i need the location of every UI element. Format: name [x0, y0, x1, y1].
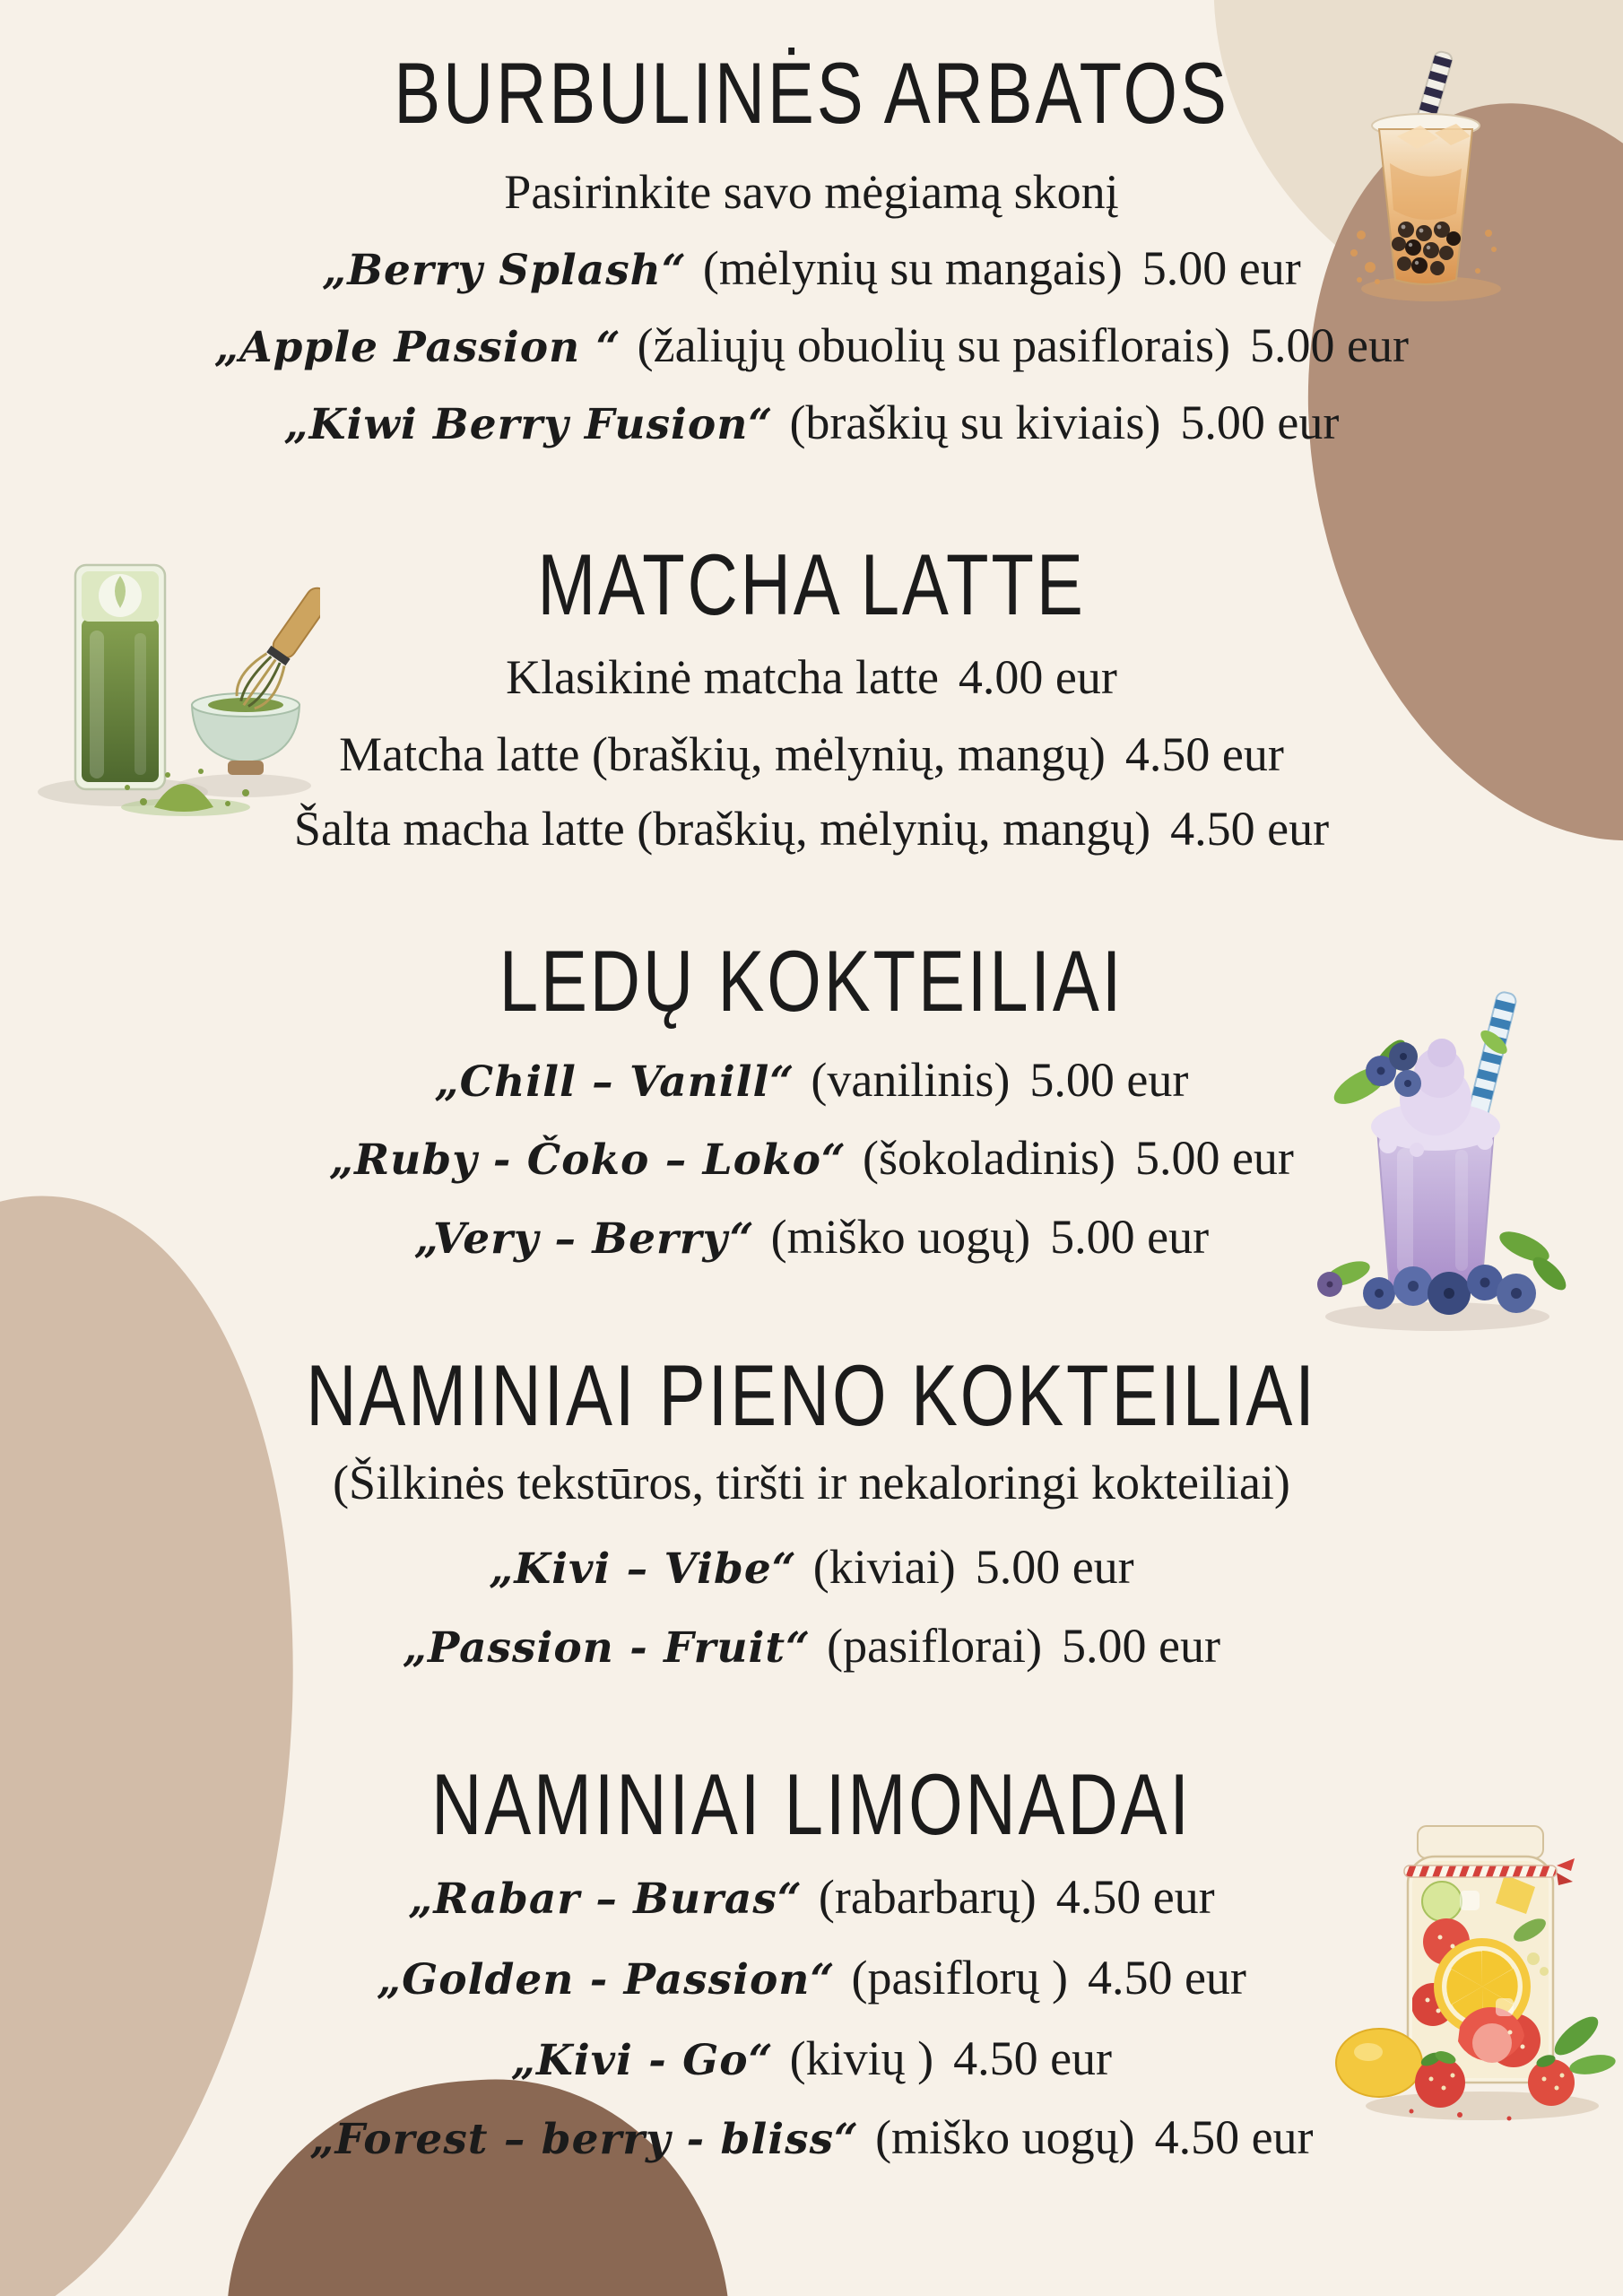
item-name: „Golden - Passion“ — [377, 1955, 836, 2005]
item-desc: (mėlynių su mangais) — [702, 241, 1123, 295]
menu-item-line — [0, 1130, 1623, 1186]
menu-item-line — [0, 240, 1623, 296]
item-desc: (pasiflorai) — [827, 1619, 1043, 1673]
item-name: „Kivi – Vibe“ — [489, 1544, 797, 1594]
item-price: 5.00 eur — [1029, 1053, 1189, 1107]
item-desc: (žaliųjų obuolių su pasiflorais) — [637, 318, 1230, 372]
menu-item-line — [0, 801, 1623, 857]
item-desc: (miško uogų) — [875, 2110, 1135, 2164]
item-price: 5.00 eur — [1050, 1210, 1210, 1264]
menu-item-line — [0, 1618, 1623, 1674]
section-title: MATCHA LATTE — [537, 536, 1086, 634]
item-price: 5.00 eur — [1134, 1131, 1294, 1185]
section-subtitle: (Šilkinės tekstūros, tiršti ir nekaloringi kokteiliai) — [333, 1456, 1290, 1509]
item-price: 5.00 eur — [975, 1540, 1134, 1594]
menu-item-line — [0, 726, 1623, 782]
menu-item-line — [0, 2109, 1623, 2165]
section-title: BURBULINĖS ARBATOS — [394, 45, 1229, 143]
item-price: 5.00 eur — [1180, 396, 1340, 449]
item-price: 4.00 eur — [958, 650, 1117, 704]
menu-item-line — [0, 1950, 1623, 2005]
item-price: 4.50 eur — [1170, 802, 1330, 856]
menu-item-line — [0, 1052, 1623, 1108]
menu-item-line — [0, 2031, 1623, 2086]
item-name: „Passion - Fruit“ — [402, 1623, 812, 1673]
item-price: 4.50 eur — [1124, 727, 1284, 781]
item-desc: (kiviai) — [812, 1540, 956, 1594]
item-name: „Rabar – Buras“ — [408, 1874, 803, 1924]
item-desc: (vanilinis) — [811, 1053, 1011, 1107]
item-desc: Matcha latte (braškių, mėlynių, mangų) — [339, 727, 1106, 781]
section-title: NAMINIAI PIENO KOKTEILIAI — [306, 1347, 1317, 1445]
item-price: 5.00 eur — [1062, 1619, 1220, 1673]
item-desc: (rabarbarų) — [818, 1870, 1037, 1924]
item-name: „Apple Passion “ — [214, 323, 621, 372]
item-name: „Very – Berry“ — [413, 1214, 755, 1264]
menu-item-line — [0, 649, 1623, 705]
menu-item-line — [0, 317, 1623, 373]
background-blob-bottom-brown — [211, 2064, 739, 2296]
item-desc: Klasikinė matcha latte — [506, 650, 939, 704]
item-desc: (šokoladinis) — [862, 1131, 1115, 1185]
item-price: 4.50 eur — [953, 2031, 1113, 2085]
item-price: 5.00 eur — [1141, 241, 1301, 295]
menu-item-line — [0, 1209, 1623, 1265]
item-desc: (braškių su kiviais) — [789, 396, 1161, 449]
section-title: LEDŲ KOKTEILIAI — [499, 933, 1124, 1031]
item-name: „Kiwi Berry Fusion“ — [283, 400, 774, 449]
item-price: 4.50 eur — [1154, 2110, 1314, 2164]
item-desc: (pasiflorų ) — [851, 1951, 1068, 2005]
section-title: NAMINIAI LIMONADAI — [431, 1756, 1192, 1854]
item-name: „Kivi - Go“ — [510, 2036, 774, 2085]
item-name: „Forest – berry - bliss“ — [309, 2115, 860, 2164]
item-name: „Berry Splash“ — [322, 246, 687, 295]
item-desc: (miško uogų) — [770, 1210, 1031, 1264]
item-desc: (kivių ) — [789, 2031, 934, 2085]
menu-item-line — [0, 1539, 1623, 1595]
item-name: „Ruby - Čoko – Loko“ — [329, 1135, 846, 1185]
menu-item-line — [0, 395, 1623, 450]
item-name: „Chill – Vanill“ — [434, 1057, 795, 1107]
item-desc: Šalta macha latte (braškių, mėlynių, mangų) — [293, 802, 1151, 856]
section-subtitle: Pasirinkite savo mėgiamą skonį — [504, 165, 1119, 219]
menu-item-line — [0, 1869, 1623, 1925]
item-price: 4.50 eur — [1055, 1870, 1215, 1924]
item-price: 5.00 eur — [1250, 318, 1409, 372]
item-price: 4.50 eur — [1087, 1951, 1246, 2005]
